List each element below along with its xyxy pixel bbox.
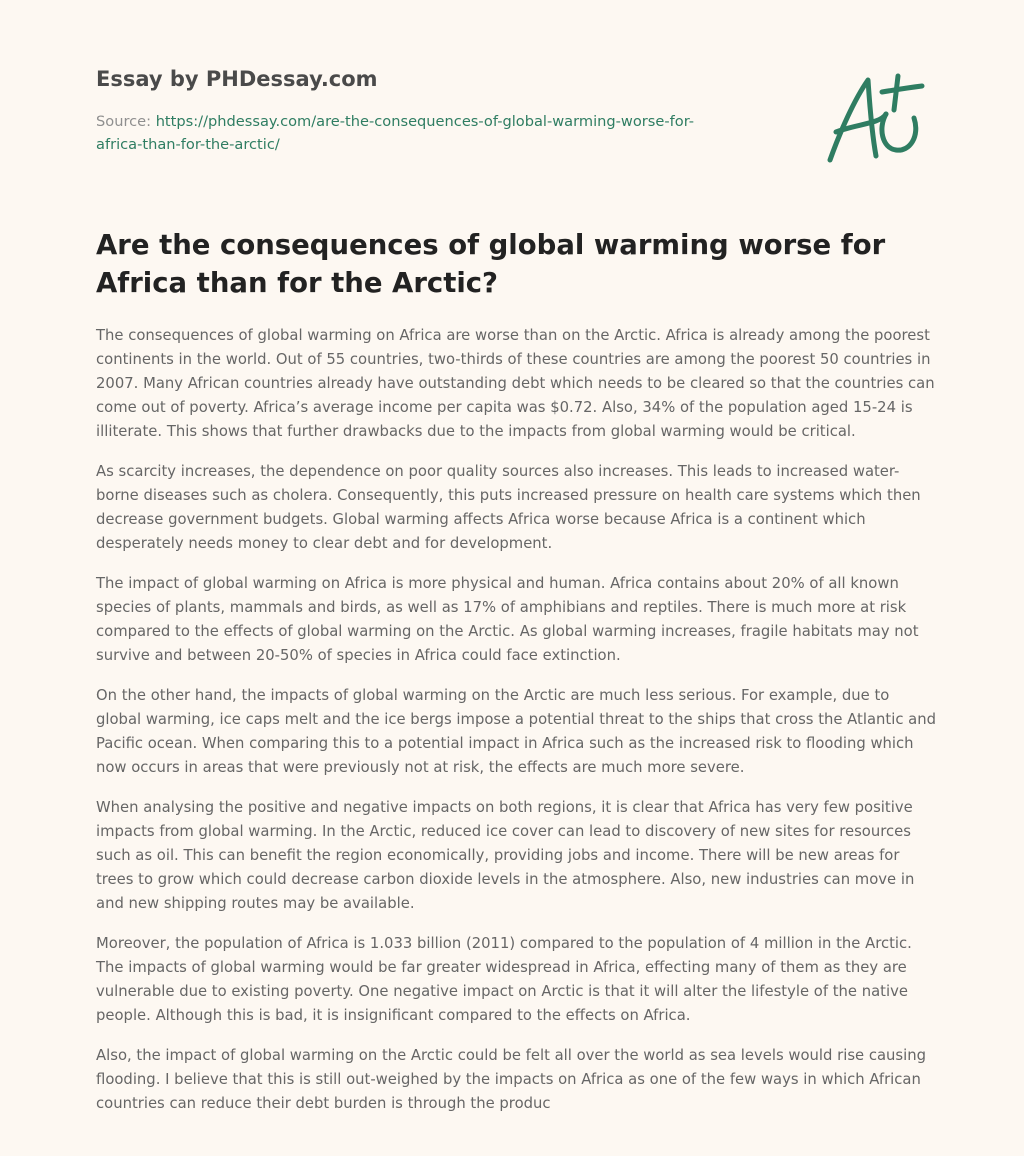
essay-paragraph: On the other hand, the impacts of global warming on the Arctic are much less serious. For example, due to global warming, ice caps melt and the ice bergs impose a potential threat to the ships that cross the Atlantic and Pacific ocean. When comparing this to a potential impact in Africa such as the increased risk to flooding which now occurs in areas that were previously not at risk, the effects are much more severe. xyxy=(96,687,936,776)
essay-paragraph: When analysing the positive and negative impacts on both regions, it is clear that Africa has very few positive impacts from global warming. In the Arctic, reduced ice cover can lead to discovery of new sites for resources such as oil. This can benefit the region economically, providing jobs and income. There will be new areas for trees to grow which could decrease carbon dioxide levels in the atmosphere. Also, new industries can move in and new shipping routes may be available. xyxy=(96,799,915,912)
site-title: Essay by PHDessay.com xyxy=(96,67,378,91)
source-line xyxy=(96,110,736,156)
essay-paragraph: As scarcity increases, the dependence on poor quality sources also increases. This leads to increased water-borne diseases such as cholera. Consequently, this puts increased pressure on health care systems which then decrease government budgets. Global warming affects Africa worse because Africa is a continent which desperately needs money to clear debt and for development. xyxy=(96,463,921,552)
essay-paragraph: The consequences of global warming on Africa are worse than on the Arctic. Africa is already among the poorest continents in the world. Out of 55 countries, two-thirds of these countries are among the poorest 50 countries in 2007. Many African countries already have outstanding debt which needs to be cleared so that the countries can come out of poverty. Africa’s average income per capita was $0.72. Also, 34% of the population aged 15-24 is illiterate. This shows that further drawbacks due to the impacts from global warming would be critical. xyxy=(96,327,935,440)
essay-body xyxy=(96,324,938,1132)
essay-title: Are the consequences of global warming worse for Africa than for the Arctic? xyxy=(96,229,886,299)
essay-paragraph: Moreover, the population of Africa is 1.033 billion (2011) compared to the population of 4 million in the Arctic. The impacts of global warming would be far greater widespread in Africa, effecting many of them as they are vulnerable due to existing poverty. One negative impact on Arctic is that it will alter the lifestyle of the native people. Although this is bad, it is insignificant compared to the effects on Africa. xyxy=(96,935,912,1024)
essay-paragraph: The impact of global warming on Africa is more physical and human. Africa contains about 20% of all known species of plants, mammals and birds, as well as 17% of amphibians and reptiles. There is much more at risk compared to the effects of global warming on the Arctic. As global warming increases, fragile habitats may not survive and between 20-50% of species in Africa could face extinction. xyxy=(96,575,919,664)
source-label: Source: xyxy=(96,113,152,130)
essay-paragraph: Also, the impact of global warming on the Arctic could be felt all over the world as sea levels would rise causing flooding. I believe that this is still out-weighed by the impacts on Africa as one of the few ways in which African countries can reduce their debt burden is through the produc xyxy=(96,1047,927,1112)
a-plus-grade-icon xyxy=(822,70,926,166)
source-link[interactable]: https://phdessay.com/are-the-consequences-of-global-warming-worse-for-africa-than-for-the-arctic/ xyxy=(96,113,695,153)
